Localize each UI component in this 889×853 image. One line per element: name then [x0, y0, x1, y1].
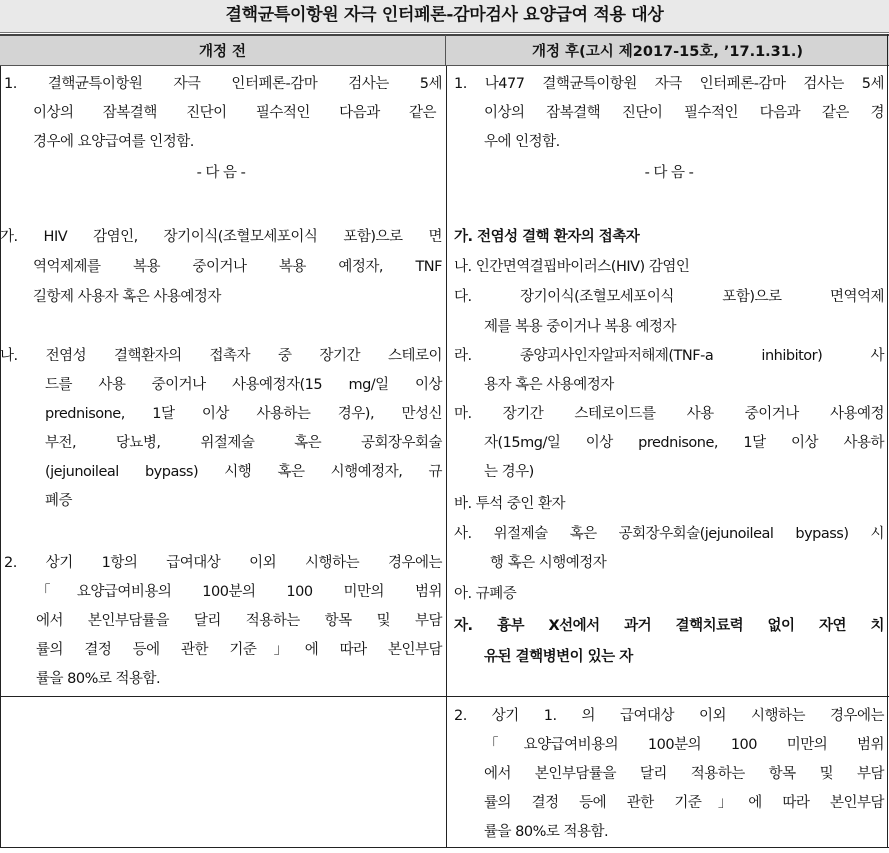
before-next-label: - 다 음 -	[196, 165, 246, 181]
before-item-na: 나. 전염성 결핵환자의 접촉자 중 장기간 스테로이	[0, 348, 442, 364]
before-p2-line: 에서 본인부담률을 달리 적용하는 항목 및 부담	[36, 613, 442, 629]
before-item-ga: 길항제 사용자 혹은 사용예정자	[33, 289, 221, 305]
before-item-na: prednisone, 1달 이상 사용하는 경우), 만성신	[45, 406, 442, 422]
after-item-ma: 는 경우)	[484, 464, 534, 480]
before-item-na: 폐증	[45, 493, 73, 509]
before-p1-line: 1. 결핵균특이항원 자극 인터페론-감마 검사는 5세	[4, 76, 442, 92]
table-border-bottom	[0, 847, 889, 848]
after-p2-line: 「요양급여비용의 100분의 100 미만의 범위	[484, 737, 884, 753]
row-divider	[0, 696, 889, 697]
table-border-right	[887, 34, 888, 847]
before-p2-line: 률의 결정 등에 관한 기준」에 따라 본인부담	[36, 642, 442, 658]
after-item-ma: 마. 장기간 스테로이드를 사용 중이거나 사용예정	[454, 406, 884, 422]
after-p2-line: 률의 결정 등에 관한 기준」에 따라 본인부담	[484, 795, 884, 811]
after-item-ma: 자(15mg/일 이상 prednisone, 1달 이상 사용하	[484, 435, 884, 451]
after-p2-line: 2. 상기 1. 의 급여대상 이외 시행하는 경우에는	[454, 708, 884, 724]
after-item-na: 나. 인간면역결핍바이러스(HIV) 감염인	[454, 259, 690, 275]
after-item-ja: 자. 흉부 X선에서 과거 결핵치료력 없이 자연 치	[454, 618, 884, 634]
before-p2-line: 2. 상기 1항의 급여대상 이외 시행하는 경우에는	[4, 555, 442, 571]
after-item-sa: 행 혹은 시행예정자	[490, 555, 607, 571]
before-item-na: 부전, 당뇨병, 위절제술 혹은 공회장우회술	[45, 435, 442, 451]
after-p1-line: 우에 인정함.	[484, 134, 560, 150]
after-p2-line: 률을 80%로 적용함.	[484, 824, 609, 840]
before-p1-line: 경우에 요양급여를 인정함.	[33, 134, 194, 150]
table-border-left-lower	[0, 697, 1, 847]
after-item-da: 다. 장기이식(조혈모세포이식 포함)으로 면역억제	[454, 289, 884, 305]
after-item-a: 아. 규폐증	[454, 586, 517, 602]
after-item-ba: 바. 투석 중인 환자	[454, 496, 565, 512]
before-p1-line: 이상의 잠복결핵 진단이 필수적인 다음과 같은	[33, 105, 436, 121]
before-item-na: 드를 사용 중이거나 사용예정자(15 mg/일 이상	[45, 377, 442, 393]
after-item-ja: 유된 결핵병변이 있는 자	[484, 649, 633, 665]
after-p1-line: 1. 나477 결핵균특이항원 자극 인터페론-감마 검사는 5세	[454, 76, 884, 92]
document-title: 결핵균특이항원 자극 인터페론-감마검사 요양급여 적용 대상	[0, 0, 889, 33]
before-item-ga: 역억제제를 복용 중이거나 복용 예정자, TNF	[33, 259, 442, 275]
after-next-label: - 다 음 -	[644, 165, 694, 181]
after-item-da: 제를 복용 중이거나 복용 예정자	[484, 319, 677, 335]
header-before: 개정 전	[0, 34, 446, 66]
before-p2-line: 률을 80%로 적용함.	[36, 671, 161, 687]
before-p2-line: 「요양급여비용의 100분의 100 미만의 범위	[36, 584, 442, 600]
after-item-ra: 용자 혹은 사용예정자	[484, 377, 614, 393]
header-after: 개정 후(고시 제2017-15호, ’17.1.31.)	[446, 34, 889, 66]
after-item-sa: 사. 위절제술 혹은 공회장우회술(jejunoileal bypass) 시	[454, 526, 884, 542]
after-item-ga: 가. 전염성 결핵 환자의 접촉자	[454, 229, 640, 245]
before-item-na: (jejunoileal bypass) 시행 혹은 시행예정자, 규	[45, 464, 442, 480]
after-item-ra: 라. 종양괴사인자알파저해제(TNF-a inhibitor) 사	[454, 348, 884, 364]
after-p2-line: 에서 본인부담률을 달리 적용하는 항목 및 부담	[484, 766, 884, 782]
column-divider	[446, 66, 447, 847]
before-item-ga: 가. HIV 감염인, 장기이식(조혈모세포이식 포함)으로 면	[0, 229, 442, 245]
after-p1-line: 이상의 잠복결핵 진단이 필수적인 다음과 같은 경	[484, 105, 884, 121]
